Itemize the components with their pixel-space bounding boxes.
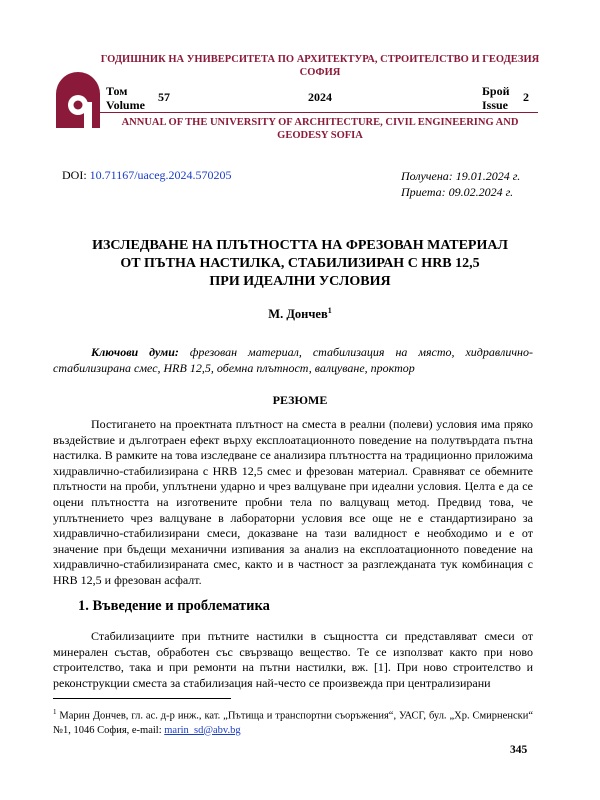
abstract-text: Постигането на проектната плътност на сместа в реални (полеви) условия има пряко въздействие и дълготраен ефект върху експлоатационното поведение на полутвърдата пътна настилка. В рамките на това изследване се анализира плътността на традиционно приложима хидравлично-стабилизирана с HRB 12,5 смес и фрезован материал. Сравняват се обемните плътности на проби, уплътнени ударно и чрез валцуване при идеални условия. Целта е да се оцени плътността на изготвените пробни тела по валцуващ метод. Предвид това, че уплътнението чрез валцуване в лабораторни условия все още не е стандартизирано за хидравлично-стабилизирани смеси, доказване на тази валидност е необходимо и е от значение при бъдещи механични изпивания за анализ на експлоатационното поведение на хидравлично-стабилизираната смес, както и в частност за разглежданата тук комбинация с HRB 12,5 и фрезован асфалт. xyxy=(53,417,533,587)
volume-label-en: Volume xyxy=(106,98,145,112)
volume-label-bg: Том xyxy=(106,84,128,98)
accepted-date: Приета: 09.02.2024 г. xyxy=(401,185,514,199)
author-footnote-marker: 1 xyxy=(327,306,332,315)
keywords xyxy=(53,344,533,376)
issue-label-bg: Брой xyxy=(482,84,510,98)
journal-title-en: ANNUAL OF THE UNIVERSITY OF ARCHITECTURE, CIVIL ENGINEERING AND GEODESY SOFIA xyxy=(121,117,519,141)
footnote xyxy=(53,705,533,738)
header-divider xyxy=(100,112,538,113)
footnote-divider xyxy=(53,698,231,699)
uacg-logo-icon xyxy=(56,72,100,128)
title-line-2: ОТ ПЪТНА НАСТИЛКА, СТАБИЛИЗИРАН С HRB 12,5 xyxy=(120,256,480,271)
abstract-heading: РЕЗЮМЕ xyxy=(272,393,328,407)
title-line-3: ПРИ ИДЕАЛНИ УСЛОВИЯ xyxy=(209,274,391,289)
doi-label: DOI: xyxy=(62,168,87,182)
article-title xyxy=(60,237,540,291)
author-email-link[interactable]: marin_sd@abv.bg xyxy=(164,724,241,736)
title-line-1: ИЗСЛЕДВАНЕ НА ПЛЪТНОСТТА НА ФРЕЗОВАН МАТЕРИАЛ xyxy=(92,238,508,253)
footnote-marker: 1 xyxy=(53,708,57,716)
author-line xyxy=(60,306,540,322)
received-date: Получена: 19.01.2024 г. xyxy=(401,169,521,183)
author-name: М. Дончев xyxy=(268,307,328,322)
page-number: 345 xyxy=(510,744,528,756)
footnote-text: Марин Дончев, гл. ас. д-р инж., кат. „Пътища и транспортни съоръжения“, УАСГ, бул. „Хр. Смирненски“ №1, 1046 София, e-mail: xyxy=(53,710,533,736)
journal-title-bg: ГОДИШНИК НА УНИВЕРСИТЕТА ПО АРХИТЕКТУРА, СТРОИТЕЛСТВО И ГЕОДЕЗИЯ СОФИЯ xyxy=(100,54,540,78)
intro-paragraph: Стабилизациите при пътните настилки в същността си представляват смеси от минерален състав, обработен със свързващо вещество. Те се използват както при ново строителство, така и при ремонти на пътни настилки, вж. [1]. При ново строителство и реконструкции сместа за стабилизация най-често се произвежда при централизирани xyxy=(53,629,533,690)
keywords-text: фрезован материал, стабилизация на място, хидравлично-стабилизирана смес, HRB 12,5, обемна плътност, валцуване, проктор xyxy=(53,345,533,375)
volume-label xyxy=(106,84,145,112)
doi-link[interactable]: 10.71167/uaceg.2024.570205 xyxy=(89,168,232,182)
doi-line xyxy=(62,168,232,183)
year: 2024 xyxy=(308,90,332,104)
issue-label xyxy=(482,84,510,112)
section-heading: 1. Въведение и проблематика xyxy=(78,598,270,614)
issue-number: 2 xyxy=(523,90,529,104)
article-dates xyxy=(401,168,520,200)
issue-label-en: Issue xyxy=(482,98,509,112)
keywords-label: Ключови думи: xyxy=(91,345,179,359)
volume-number: 57 xyxy=(158,90,170,104)
